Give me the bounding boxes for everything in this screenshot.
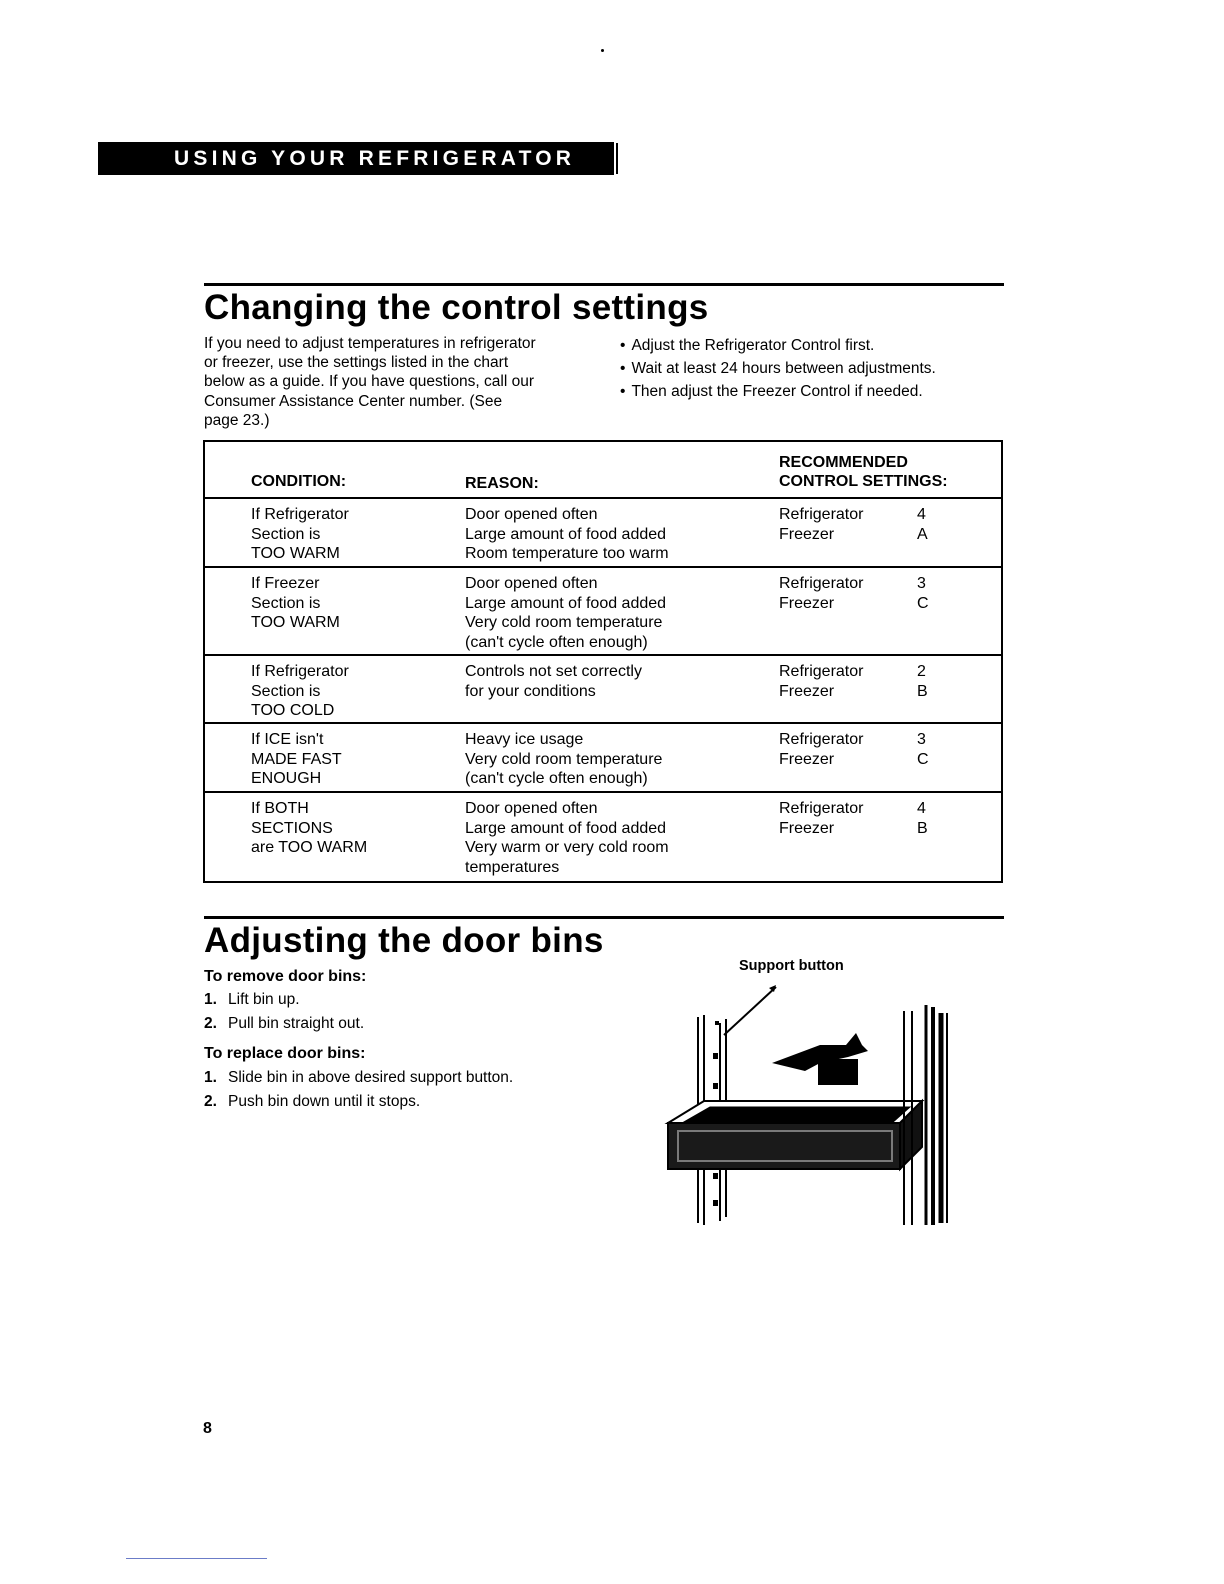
cell-line: If Refrigerator xyxy=(251,506,349,523)
reason-cell xyxy=(465,662,642,701)
cell-line: A xyxy=(917,525,928,543)
header-bar-edge xyxy=(616,143,618,174)
table-row xyxy=(205,497,1001,568)
cell-line: If ICE isn't xyxy=(251,731,324,748)
step-number: 2. xyxy=(204,1014,217,1032)
step-number: 1. xyxy=(204,1069,217,1086)
page-number: 8 xyxy=(203,1420,212,1437)
cell-line: Refrigerator xyxy=(779,731,864,748)
cell-line: Door opened often xyxy=(465,506,598,523)
cell-line: Room temperature too warm xyxy=(465,545,669,562)
cell-line: B xyxy=(917,819,928,837)
section-rule xyxy=(204,916,1004,919)
cell-line: If Freezer xyxy=(251,575,320,592)
intro-line: If you need to adjust temperatures in refrigerator xyxy=(204,335,536,352)
cell-line: Freezer xyxy=(779,750,835,768)
cell-line: MADE FAST xyxy=(251,750,342,768)
condition-cell xyxy=(251,505,349,564)
bullet-item: • Then adjust the Freezer Control if needed. xyxy=(620,380,1010,403)
cell-line: Large amount of food added xyxy=(465,525,667,543)
step-item xyxy=(204,1066,513,1090)
cell-line: Freezer xyxy=(779,682,835,700)
section-rule xyxy=(204,283,1004,286)
cell-line: Refrigerator xyxy=(779,663,864,680)
cell-line: B xyxy=(917,682,928,700)
cell-line: 3 xyxy=(917,575,926,592)
cell-line: 3 xyxy=(917,731,926,748)
control-settings-intro xyxy=(204,334,604,430)
reason-header: REASON: xyxy=(465,475,539,492)
replace-bins-heading: To replace door bins: xyxy=(204,1045,366,1062)
step-text: Slide bin in above desired support button. xyxy=(228,1069,514,1086)
cell-line: Freezer xyxy=(779,525,835,543)
cell-line: C xyxy=(917,750,929,768)
remove-steps-list xyxy=(204,988,364,1035)
door-bins-title: Adjusting the door bins xyxy=(204,921,604,960)
step-item xyxy=(204,1090,513,1114)
condition-cell xyxy=(251,662,349,721)
cell-line: Heavy ice usage xyxy=(465,731,584,748)
bullet-item: • Wait at least 24 hours between adjustments. xyxy=(620,357,1010,380)
condition-cell xyxy=(251,730,342,789)
control-name-cell xyxy=(779,799,863,838)
door-bin-illustration xyxy=(660,975,960,1235)
cell-line: Door opened often xyxy=(465,800,598,817)
cell-line: If Refrigerator xyxy=(251,663,349,680)
step-item xyxy=(204,1012,364,1036)
cell-line: 4 xyxy=(917,800,926,817)
step-item xyxy=(204,988,364,1012)
control-name-cell xyxy=(779,662,863,701)
condition-cell xyxy=(251,574,340,633)
cell-line: Large amount of food added xyxy=(465,819,667,837)
cell-line: TOO WARM xyxy=(251,545,340,562)
cell-line: If BOTH xyxy=(251,800,309,817)
cell-line: TOO COLD xyxy=(251,702,335,719)
control-settings-table xyxy=(203,440,1003,883)
adjustment-bullets xyxy=(620,334,1010,403)
table-row xyxy=(205,566,1001,656)
cell-line: temperatures xyxy=(465,858,560,876)
cell-line: ENOUGH xyxy=(251,770,322,787)
control-name-cell xyxy=(779,730,863,769)
setting-value-cell xyxy=(917,505,928,544)
cell-line: Door opened often xyxy=(465,575,598,592)
reason-cell xyxy=(465,574,666,652)
cell-line: for your conditions xyxy=(465,682,596,700)
direction-arrow xyxy=(772,1033,868,1085)
remove-bins-heading: To remove door bins: xyxy=(204,968,367,985)
control-name-cell xyxy=(779,574,863,613)
step-text: Push bin down until it stops. xyxy=(228,1092,421,1110)
setting-value-cell xyxy=(917,730,929,769)
cell-line: C xyxy=(917,594,929,612)
condition-cell xyxy=(251,799,367,858)
cell-line: (can't cycle often enough) xyxy=(465,770,648,787)
reason-cell xyxy=(465,799,669,877)
cell-line: Freezer xyxy=(779,594,835,612)
section-header-bar: USING YOUR REFRIGERATOR xyxy=(98,142,614,175)
cell-line: 2 xyxy=(917,663,926,680)
cell-line: Refrigerator xyxy=(779,575,864,592)
cell-line: Very cold room temperature xyxy=(465,750,663,768)
door-bin xyxy=(668,1101,922,1169)
control-name-cell xyxy=(779,505,863,544)
bullet-item: • Adjust the Refrigerator Control first. xyxy=(620,334,1010,357)
intro-line: or freezer, use the settings listed in the chart xyxy=(204,354,509,372)
setting-value-cell xyxy=(917,662,928,701)
cell-line: Freezer xyxy=(779,819,835,837)
table-row xyxy=(205,791,1001,881)
step-text: Lift bin up. xyxy=(228,991,300,1008)
callout-leader-line xyxy=(724,987,776,1035)
setting-value-cell xyxy=(917,799,928,838)
reason-cell xyxy=(465,730,662,789)
cell-line: Refrigerator xyxy=(779,800,864,817)
table-row xyxy=(205,722,1001,793)
cell-line: 4 xyxy=(917,506,926,523)
replace-steps-list xyxy=(204,1066,513,1113)
intro-line: below as a guide. If you have questions, call our xyxy=(204,373,535,391)
cell-line: Very cold room temperature xyxy=(465,614,663,631)
setting-value-cell xyxy=(917,574,929,613)
control-settings-title: Changing the control settings xyxy=(204,288,709,327)
cell-line: SECTIONS xyxy=(251,819,333,837)
cell-line: TOO WARM xyxy=(251,614,340,631)
intro-line: page 23.) xyxy=(204,411,270,429)
table-header xyxy=(205,442,1001,499)
reason-cell xyxy=(465,505,669,564)
intro-line: Consumer Assistance Center number. (See xyxy=(204,392,503,410)
step-number: 1. xyxy=(204,991,217,1008)
cell-line: Section is xyxy=(251,682,321,700)
footer-line xyxy=(126,1558,267,1559)
cell-line: Very warm or very cold room xyxy=(465,839,669,856)
step-text: Pull bin straight out. xyxy=(228,1014,365,1032)
condition-header: CONDITION: xyxy=(251,473,347,490)
settings-header-line2: CONTROL SETTINGS: xyxy=(779,473,948,490)
cell-line: Controls not set correctly xyxy=(465,663,642,680)
cell-line: Section is xyxy=(251,594,321,612)
stray-mark xyxy=(601,49,604,52)
cell-line: (can't cycle often enough) xyxy=(465,633,648,651)
table-row xyxy=(205,654,1001,724)
settings-header-line1: RECOMMENDED xyxy=(779,454,908,471)
cell-line: are TOO WARM xyxy=(251,839,368,856)
step-number: 2. xyxy=(204,1092,217,1110)
support-button-label: Support button xyxy=(739,958,844,974)
cell-line: Large amount of food added xyxy=(465,594,667,612)
cell-line: Section is xyxy=(251,525,321,543)
cell-line: Refrigerator xyxy=(779,506,864,523)
